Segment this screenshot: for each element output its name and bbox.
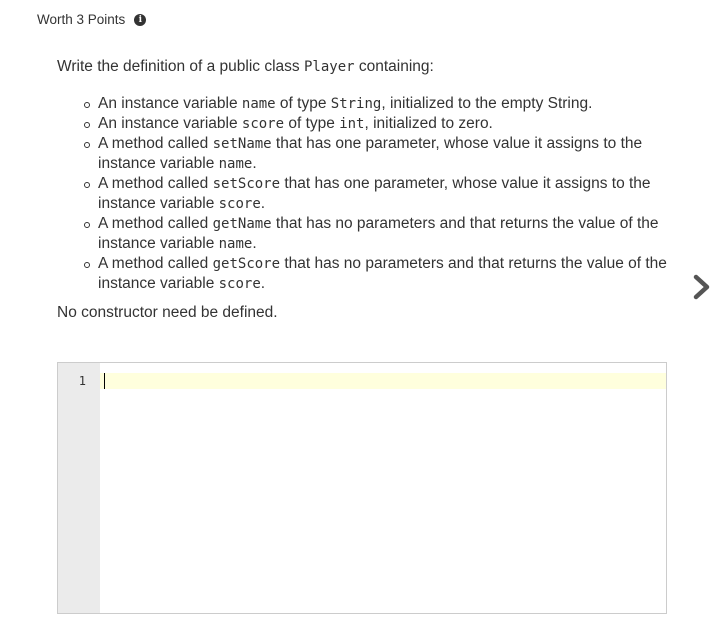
info-icon[interactable]: i bbox=[134, 14, 146, 26]
chevron-right-icon[interactable] bbox=[691, 274, 713, 300]
requirement-item: A method called setName that has one parameter, whose value it assigns to the instance variable name. bbox=[84, 134, 674, 174]
question-intro: Write the definition of a public class Player containing: bbox=[57, 58, 434, 75]
requirement-item: A method called setScore that has one parameter, whose value it assigns to the instance variable score. bbox=[84, 174, 674, 214]
line-number: 1 bbox=[78, 374, 86, 388]
requirement-item: An instance variable score of type int, initialized to zero. bbox=[84, 114, 674, 134]
question-prompt bbox=[57, 57, 677, 292]
requirement-item: A method called getScore that has no parameters and that returns the value of the instance variable score. bbox=[84, 254, 674, 294]
requirement-item: An instance variable name of type String, initialized to the empty String. bbox=[84, 94, 674, 114]
line-number-gutter bbox=[58, 363, 100, 613]
question-footer: No constructor need be defined. bbox=[57, 304, 278, 321]
points-label: Worth 3 Points bbox=[37, 12, 126, 27]
code-editor[interactable] bbox=[57, 362, 667, 614]
code-input[interactable] bbox=[100, 373, 666, 613]
points-header bbox=[37, 12, 146, 27]
requirements-list bbox=[84, 94, 674, 294]
class-name: Player bbox=[303, 59, 355, 75]
requirement-item: A method called getName that has no parameters and that returns the value of the instance variable name. bbox=[84, 214, 674, 254]
